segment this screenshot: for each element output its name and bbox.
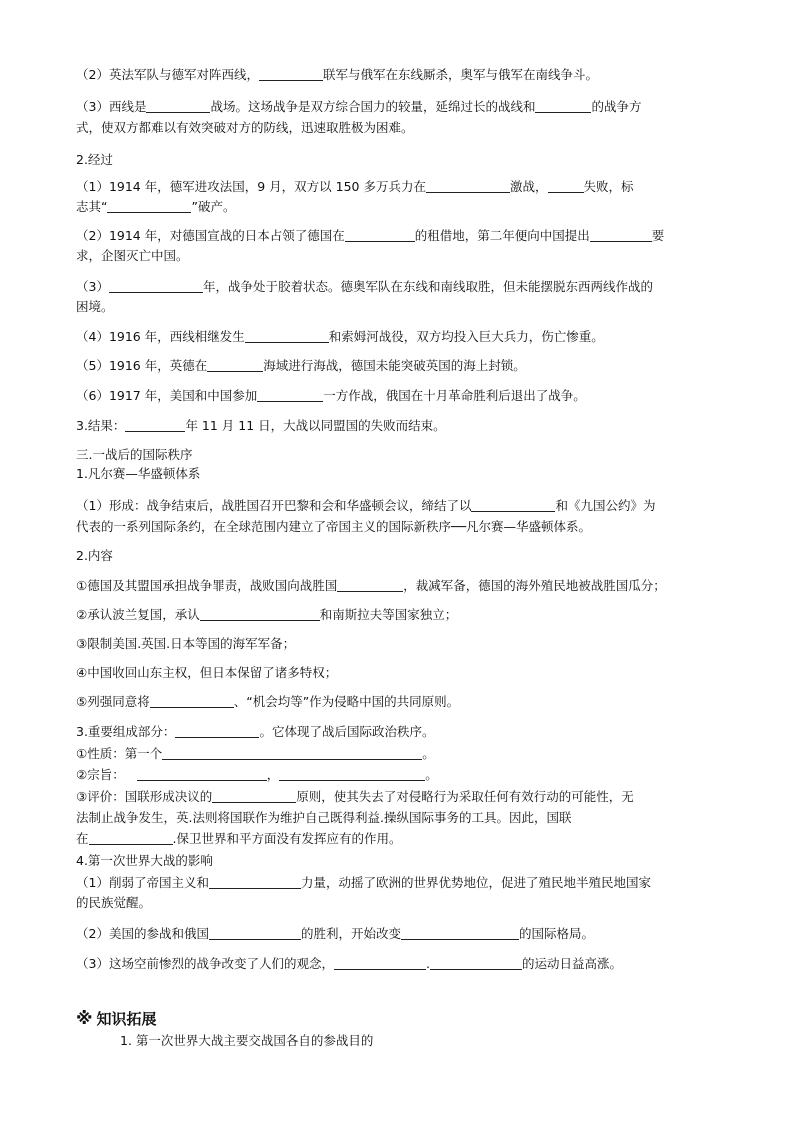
impact-item-1-cont — [76, 894, 724, 912]
fill-blank[interactable] — [401, 926, 519, 940]
fill-blank[interactable] — [590, 228, 652, 242]
text: .保卫世界和平方面没有发挥应有的作用。 — [172, 831, 402, 846]
content-item-2 — [76, 606, 724, 624]
league-evaluation-cont-2 — [76, 830, 724, 848]
text: （5）1916 年，英德在 — [76, 358, 208, 373]
fill-blank[interactable] — [345, 228, 415, 242]
text: 代表的一系列国际条约，在全球范围内建立了帝国主义的国际新秩序──凡尔赛—华盛顿体系。 — [76, 519, 592, 534]
content-item-5 — [76, 693, 724, 711]
text: ④中国收回山东主权，但日本保留了诸多特权； — [76, 665, 338, 680]
text: （4）1916 年，西线相继发生 — [76, 329, 245, 344]
impact-item-1 — [76, 874, 724, 892]
text: ⑤列强同意将 — [76, 694, 150, 709]
league-nature-line — [76, 745, 724, 763]
text: 的民族觉醒。 — [76, 895, 152, 910]
extension-heading — [76, 1010, 724, 1028]
fill-blank[interactable] — [137, 767, 267, 781]
content-item-4 — [76, 664, 724, 682]
text: 。它体现了战后国际政治秩序。 — [259, 724, 435, 739]
fill-blank[interactable] — [162, 746, 422, 760]
text: 。 — [425, 767, 438, 782]
extension-item-1 — [120, 1032, 768, 1050]
text: ③限制美国.英国.日本等国的海军军备； — [76, 636, 296, 651]
text: 的战争方 — [591, 99, 642, 114]
fill-blank[interactable] — [212, 789, 296, 803]
text: 失败，标 — [583, 179, 634, 194]
text: 三.一战后的国际秩序 — [76, 447, 193, 462]
process-item-1 — [76, 178, 724, 196]
fill-blank[interactable] — [207, 358, 263, 372]
components-line — [76, 723, 724, 741]
text: （2）英法军队与德军对阵西线， — [76, 67, 259, 82]
fill-blank[interactable] — [257, 388, 323, 402]
text: （2）美国的参战和俄国 — [76, 926, 209, 941]
text: ①德国及其盟国承担战争罪责，战败国向战胜国 — [76, 578, 338, 593]
western-front-battlefield-line — [76, 98, 724, 116]
text: 年，战争处于胶着状态。德奥军队在东线和南线取胜，但未能摆脱东西两线作战的 — [202, 279, 653, 294]
fill-blank[interactable] — [334, 956, 426, 970]
text: （1）1914 年，德军进攻法国，9 月，双方以 150 多万兵力在 — [76, 179, 426, 194]
text: 和《九国公约》为 — [555, 498, 656, 513]
fill-blank[interactable] — [109, 279, 203, 293]
content-heading — [76, 547, 724, 565]
text: （6）1917 年，美国和中国参加 — [76, 388, 258, 403]
process-item-4 — [76, 328, 724, 346]
process-heading — [76, 151, 724, 169]
text: 式，使双方都难以有效突破对方的防线，迅速取胜极为困难。 — [76, 120, 414, 135]
result-line — [76, 417, 724, 435]
text: 联军与俄军在东线厮杀，奥军与俄军在南线争斗。 — [322, 67, 598, 82]
text: 战场。这场战争是双方综合国力的较量，延绵过长的战线和 — [210, 99, 536, 114]
text: 的胜利，开始改变 — [300, 926, 401, 941]
league-evaluation-cont — [76, 809, 724, 827]
text: 的国际格局。 — [518, 926, 594, 941]
text: ①性质：第一个 — [76, 746, 163, 761]
fill-blank[interactable] — [89, 831, 173, 845]
text: 海域进行海战，德国未能突破英国的海上封锁。 — [263, 358, 526, 373]
text: （3）这场空前惨烈的战争改变了人们的观念， — [76, 956, 334, 971]
formation-line — [76, 497, 724, 515]
text: 和南斯拉夫等国家独立； — [319, 607, 458, 622]
text: 3.重要组成部分： — [76, 724, 176, 739]
process-item-3-cont — [76, 298, 724, 316]
text: 、“机会均等”作为侵略中国的共同原则。 — [233, 694, 460, 709]
fill-blank[interactable] — [337, 578, 403, 592]
text: （1）削弱了帝国主义和 — [76, 875, 209, 890]
text: 和索姆河战役，双方均投入巨大兵力，伤亡惨重。 — [328, 329, 604, 344]
text: 的租借地，第二年便向中国提出 — [414, 228, 590, 243]
text: ③评价：国联形成决议的 — [76, 789, 213, 804]
fill-blank[interactable] — [209, 926, 301, 940]
versailles-heading — [76, 465, 724, 483]
fill-blank[interactable] — [107, 199, 191, 213]
fill-blank[interactable] — [125, 418, 185, 432]
fill-blank[interactable] — [548, 179, 584, 193]
fill-blank[interactable] — [175, 724, 259, 738]
text: 2.内容 — [76, 548, 113, 563]
text: 法制止战争发生，英.法则将国联作为维护自己既得利益.操纵国际事务的工具。因此，国联 — [76, 810, 572, 825]
text: 1.凡尔赛—华盛顿体系 — [76, 466, 201, 481]
fill-blank[interactable] — [150, 694, 234, 708]
text: 原则，使其失去了对侵略行为采取任何有效行动的可能性，无 — [296, 789, 634, 804]
text: ”破产。 — [191, 199, 236, 214]
fill-blank[interactable] — [245, 329, 329, 343]
text: （2）1914 年，对德国宣战的日本占领了德国在 — [76, 228, 345, 243]
fill-blank[interactable] — [471, 498, 555, 512]
text: ， — [266, 767, 280, 782]
western-front-line — [76, 66, 724, 84]
fill-blank[interactable] — [430, 956, 522, 970]
fill-blank[interactable] — [259, 67, 323, 81]
text: （1）形成：战争结束后，战胜国召开巴黎和会和华盛顿会议，缔结了以 — [76, 498, 472, 513]
text: 求，企图灭亡中国。 — [76, 248, 189, 263]
text: 的运动日益高涨。 — [521, 956, 622, 971]
text: 3.结果： — [76, 418, 126, 433]
text: 年 11 月 11 日，大战以同盟国的失败而结束。 — [185, 418, 446, 433]
text: 力量，动摇了欧洲的世界优势地位，促进了殖民地半殖民地国家 — [300, 875, 651, 890]
text: 一方作战，俄国在十月革命胜利后退出了战争。 — [323, 388, 586, 403]
content-item-1 — [76, 577, 724, 595]
text: . — [425, 956, 430, 971]
text: 知识拓展 — [96, 1010, 157, 1028]
league-evaluation-line — [76, 788, 724, 806]
fill-blank[interactable] — [426, 179, 510, 193]
text: 困境。 — [76, 299, 114, 314]
process-item-2 — [76, 227, 724, 245]
formation-line-cont — [76, 518, 724, 536]
impact-heading — [76, 852, 724, 870]
text: 在 — [76, 831, 89, 846]
process-item-1-cont — [76, 198, 724, 216]
impact-item-2 — [76, 925, 724, 943]
league-purpose-line — [76, 766, 724, 784]
content-item-3 — [76, 635, 724, 653]
text: （3）西线是 — [76, 99, 147, 114]
fill-blank[interactable] — [146, 99, 210, 113]
text: ②承认波兰复国，承认 — [76, 607, 200, 622]
reference-mark-icon: ※ — [76, 1009, 93, 1029]
western-front-continuation — [76, 119, 724, 137]
text: 要 — [651, 228, 665, 243]
process-item-5 — [76, 357, 724, 375]
text: （3） — [76, 279, 109, 294]
text: 2.经过 — [76, 152, 113, 167]
text: 。 — [422, 746, 435, 761]
fill-blank[interactable] — [535, 99, 591, 113]
fill-blank[interactable] — [200, 607, 320, 621]
text: 4.第一次世界大战的影响 — [76, 853, 213, 868]
text: ②宗旨： — [76, 767, 125, 782]
process-item-2-cont — [76, 247, 724, 265]
text: 激战， — [509, 179, 548, 194]
process-item-6 — [76, 387, 724, 405]
fill-blank[interactable] — [279, 767, 425, 781]
fill-blank[interactable] — [209, 875, 301, 889]
process-item-3 — [76, 278, 724, 296]
text: 志其“ — [76, 199, 108, 214]
text: ，裁减军备，德国的海外殖民地被战胜国瓜分； — [403, 578, 666, 593]
text: 1. 第一次世界大战主要交战国各自的参战目的 — [120, 1033, 374, 1048]
section-three-title — [76, 446, 724, 464]
impact-item-3 — [76, 955, 724, 973]
